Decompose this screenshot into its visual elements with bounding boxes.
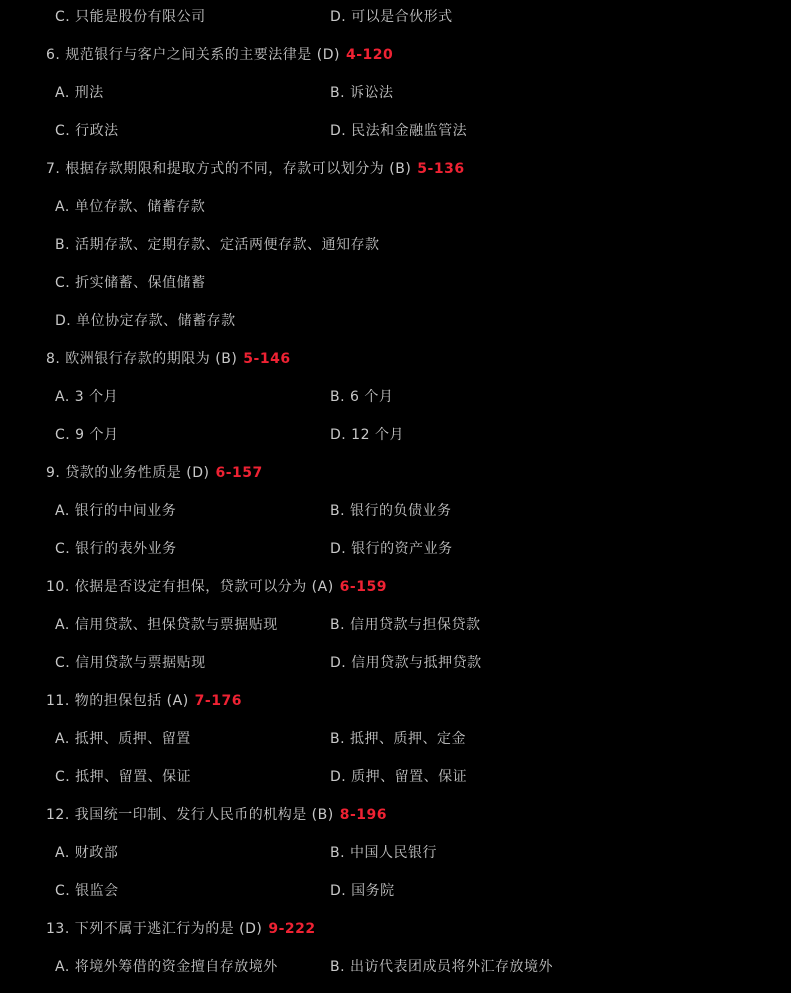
options-line (0, 654, 791, 672)
option-left: C. 银监会 (55, 883, 119, 899)
options-line (0, 616, 791, 634)
option-right: D. 质押、留置、保证 (330, 769, 468, 785)
question-text: 7. 根据存款期限和提取方式的不同，存款可以划分为 (B) (46, 161, 412, 177)
question-line (0, 920, 791, 938)
question-line (0, 464, 791, 482)
question-text: 11. 物的担保包括 (A) (46, 693, 189, 709)
options-line (0, 844, 791, 862)
question-text: 10. 依据是否设定有担保，贷款可以分为 (A) (46, 579, 334, 595)
question-text: 8. 欧洲银行存款的期限为 (B) (46, 351, 238, 367)
option-left: A. 刑法 (55, 85, 104, 101)
option-left: A. 信用贷款、担保贷款与票据贴现 (55, 617, 278, 633)
answer-page-ref: 7-176 (194, 693, 242, 709)
question-line (0, 350, 791, 368)
options-line (0, 882, 791, 900)
question-line (0, 578, 791, 596)
option-left: A. 抵押、质押、留置 (55, 731, 191, 747)
options-line (0, 768, 791, 786)
options-line (0, 426, 791, 444)
option-right: B. 中国人民银行 (330, 845, 438, 861)
question-text: 12. 我国统一印制、发行人民币的机构是 (B) (46, 807, 334, 823)
option-right: B. 银行的负债业务 (330, 503, 452, 519)
answer-page-ref: 9-222 (268, 921, 316, 937)
answer-page-ref: 8-196 (339, 807, 387, 823)
question-line (0, 806, 791, 824)
option-right: B. 出访代表团成员将外汇存放境外 (330, 959, 554, 975)
option-left: C. 行政法 (55, 123, 119, 139)
answer-page-ref: 6-157 (215, 465, 263, 481)
answer-page-ref: 6-159 (339, 579, 387, 595)
option-left: C. 抵押、留置、保证 (55, 769, 192, 785)
option-right: B. 信用贷款与担保贷款 (330, 617, 481, 633)
option-right: B. 6 个月 (330, 389, 394, 405)
question-line (0, 692, 791, 710)
option-right: D. 12 个月 (330, 427, 404, 443)
answer-page-ref: 4-120 (345, 47, 394, 63)
option-text: C. 折实储蓄、保值储蓄 (55, 275, 206, 291)
option-left: A. 将境外筹借的资金擅自存放境外 (55, 959, 278, 975)
question-text: 9. 贷款的业务性质是 (D) (46, 465, 210, 481)
option-left: C. 信用贷款与票据贴现 (55, 655, 206, 671)
option-text: D. 单位协定存款、储蓄存款 (55, 313, 236, 329)
option-right: D. 国务院 (330, 883, 395, 899)
option-text: A. 单位存款、储蓄存款 (55, 199, 206, 215)
option-right: D. 信用贷款与抵押贷款 (330, 655, 482, 671)
option-left: A. 银行的中间业务 (55, 503, 177, 519)
options-line (0, 730, 791, 748)
option-right: D. 民法和金融监管法 (330, 123, 468, 139)
question-line (0, 46, 791, 64)
options-line (0, 502, 791, 520)
option-left: A. 财政部 (55, 845, 119, 861)
option-left: C. 只能是股份有限公司 (55, 9, 206, 25)
option-right: B. 诉讼法 (330, 85, 394, 101)
option-left: C. 银行的表外业务 (55, 541, 177, 557)
options-line (0, 8, 791, 26)
options-line (0, 122, 791, 140)
option-left: A. 3 个月 (55, 389, 119, 405)
option-text: B. 活期存款、定期存款、定活两便存款、通知存款 (55, 237, 380, 253)
options-line (0, 84, 791, 102)
option-right: D. 银行的资产业务 (330, 541, 453, 557)
options-line (0, 540, 791, 558)
question-text: 13. 下列不属于逃汇行为的是 (D) (46, 921, 263, 937)
option-left: C. 9 个月 (55, 427, 119, 443)
options-line (0, 958, 791, 976)
answer-page-ref: 5-136 (417, 161, 465, 177)
option-right: B. 抵押、质押、定金 (330, 731, 467, 747)
question-line (0, 160, 791, 178)
option-right: D. 可以是合伙形式 (330, 9, 453, 25)
answer-page-ref: 5-146 (243, 351, 291, 367)
option-line (0, 198, 791, 216)
option-line (0, 274, 791, 292)
option-line (0, 236, 791, 254)
question-text: 6. 规范银行与客户之间关系的主要法律是 (D) (46, 47, 340, 63)
option-line (0, 312, 791, 330)
options-line (0, 388, 791, 406)
